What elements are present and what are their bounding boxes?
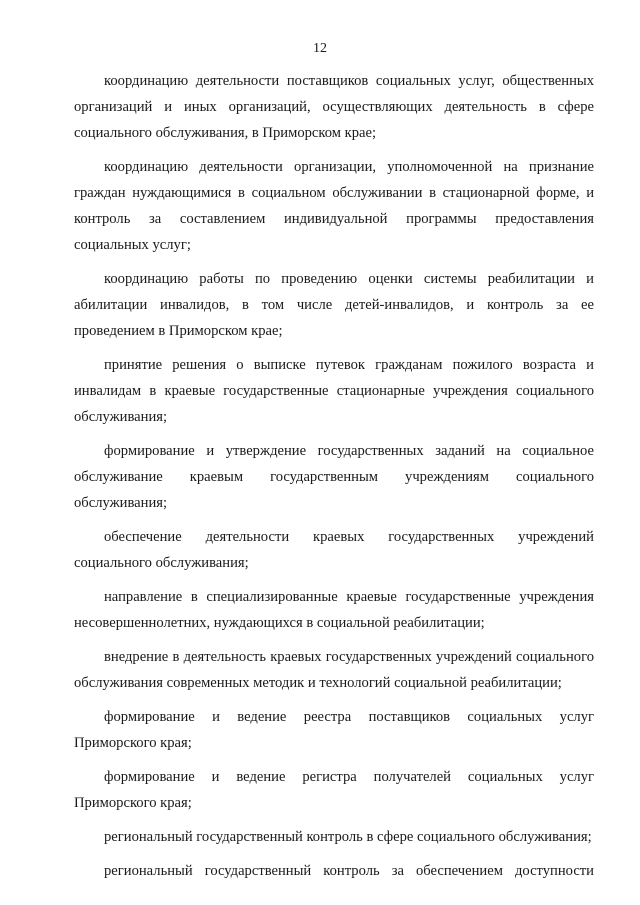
page-number: 12 — [313, 41, 327, 56]
paragraph: принятие решения о выписке путевок гражданам пожилого возраста и инвалидам в краевые государственные стационарные учреждения социального обслуживания; — [74, 357, 594, 425]
paragraph: координацию деятельности организации, уполномоченной на признание граждан нуждающимися в социальном обслуживании в стационарной форме, и контроль за составлением индивидуальной программы предоставления социальных услуг; — [74, 159, 594, 253]
paragraph: координацию работы по проведению оценки системы реабилитации и абилитации инвалидов, в том числе детей-инвалидов, и контроль за ее проведением в Приморском крае; — [74, 271, 594, 339]
paragraph: координацию деятельности поставщиков социальных услуг, общественных организаций и иных организаций, осуществляющих деятельность в сфере социального обслуживания, в Приморском крае; — [74, 73, 594, 141]
paragraph: региональный государственный контроль в сфере социального обслуживания; — [104, 829, 592, 845]
paragraph: обеспечение деятельности краевых государственных учреждений социального обслуживания; — [74, 529, 594, 571]
paragraph: формирование и ведение реестра поставщиков социальных услуг Приморского края; — [74, 709, 594, 751]
paragraph: формирование и ведение регистра получателей социальных услуг Приморского края; — [74, 769, 594, 811]
paragraph: внедрение в деятельность краевых государственных учреждений социального обслуживания современных методик и технологий социальной реабилитации; — [74, 649, 594, 691]
document-body — [74, 68, 594, 892]
paragraph: формирование и утверждение государственных заданий на социальное обслуживание краевым государственным учреждениям социального обслуживания; — [74, 443, 594, 511]
paragraph: направление в специализированные краевые государственные учреждения несовершеннолетних, нуждающихся в социальной реабилитации; — [74, 589, 594, 631]
paragraph: региональный государственный контроль за обеспечением доступности — [104, 863, 594, 879]
